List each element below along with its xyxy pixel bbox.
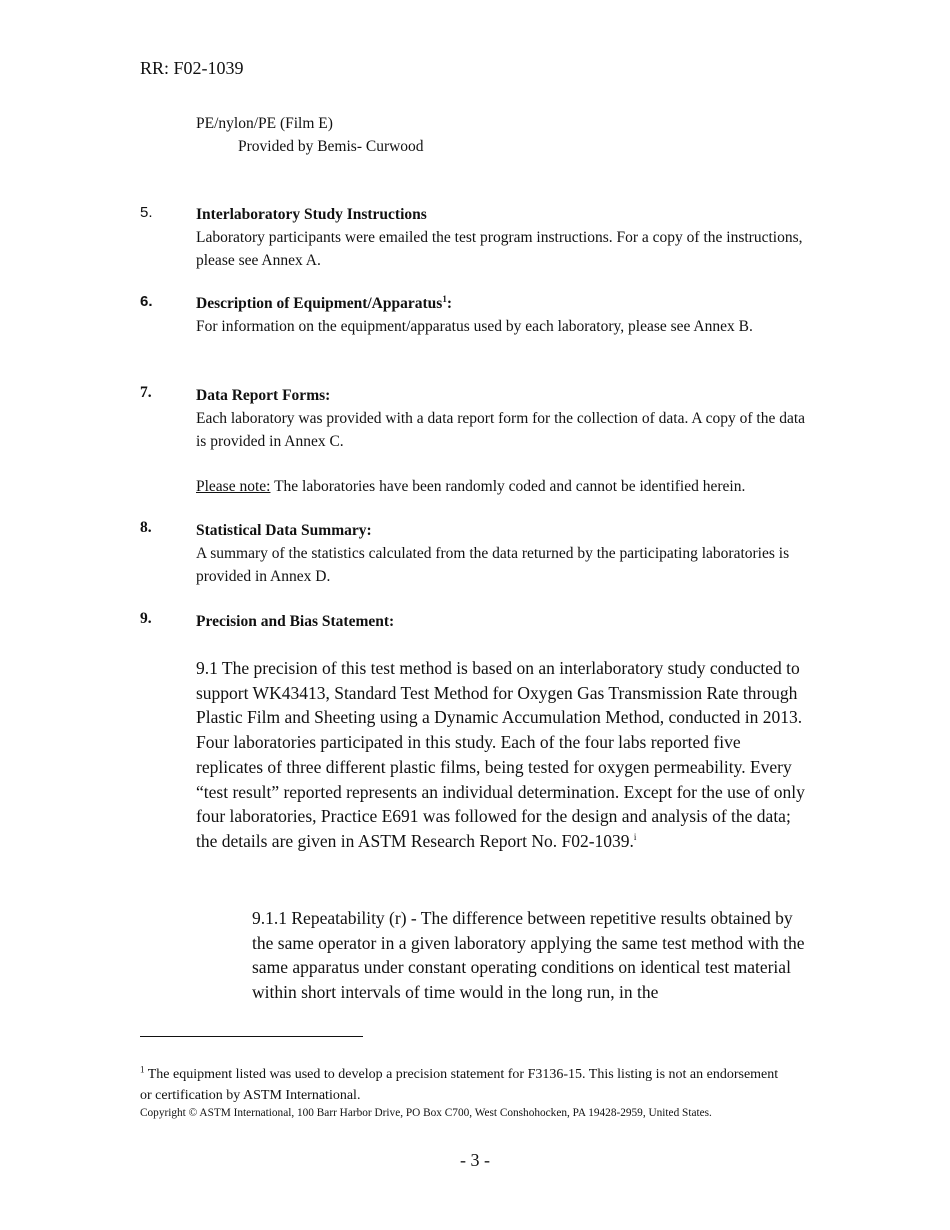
report-id-header: RR: F02-1039 [140, 58, 244, 78]
section-6 [196, 292, 816, 338]
footnote-ref-1[interactable]: 1 [442, 293, 447, 304]
endnote-ref-i[interactable]: i [633, 832, 637, 843]
section-6-body: For information on the equipment/apparatus used by each laboratory, please see Annex B. [196, 318, 753, 335]
section-5-body: Laboratory participants were emailed the test program instructions. For a copy of the instructions, please see Annex A. [196, 229, 803, 269]
section-6-number: 6. [140, 293, 153, 310]
section-7-body: Each laboratory was provided with a data report form for the collection of data. A copy of the data is provided in Annex C. [196, 410, 806, 450]
footnote-divider [140, 1036, 363, 1037]
paragraph-9-1-1: 9.1.1 Repeatability (r) - The difference between repetitive results obtained by the same operator in a given laboratory applying the same test method with the same apparatus under constant operating conditions on identical test material within short intervals of time would in the long run, in the [252, 908, 805, 1003]
film-provider: Provided by Bemis- Curwood [238, 138, 424, 155]
section-5 [196, 203, 816, 272]
paragraph-9-1-text: 9.1 The precision of this test method is based on an interlaboratory study conducted to support WK43413, Standard Test Method for Oxygen Gas Transmission Rate through Plastic Film and Sheeting using a Dynamic Accumulation Method, conducted in 2013. Four laboratories participated in this study. Each of the four labs reported five replicates of three different plastic films, being tested for oxygen permeability. Every “test result” reported represents an individual determination. Except for the use of only four laboratories, Practice E691 was followed for the design and analysis of the data; the details are given in ASTM Research Report No. F02-1039. [196, 658, 805, 851]
paragraph-9-1 [196, 656, 808, 854]
section-8 [196, 519, 816, 588]
section-7-number: 7. [140, 384, 152, 401]
section-8-title: Statistical Data Summary: [196, 522, 372, 539]
section-6-title: Description of Equipment/Apparatus [196, 295, 443, 312]
section-9-number: 9. [140, 610, 152, 627]
section-6-title-line [196, 292, 816, 315]
please-note-label: Please note: [196, 478, 271, 495]
section-7-note [196, 475, 816, 498]
section-8-body: A summary of the statistics calculated from the data returned by the participating laboratories is provided in Annex D. [196, 545, 790, 585]
section-7-title: Data Report Forms: [196, 387, 331, 404]
page-number: - 3 - [460, 1150, 490, 1170]
footnote-text: The equipment listed was used to develop a precision statement for F3136-15. This listing is not an endorsement or certification by ASTM International. [140, 1067, 779, 1103]
section-8-number: 8. [140, 519, 152, 536]
section-9-title: Precision and Bias Statement: [196, 613, 395, 630]
section-5-title: Interlaboratory Study Instructions [196, 206, 427, 223]
copyright-notice: Copyright © ASTM International, 100 Barr Harbor Drive, PO Box C700, West Conshohocken, PA 19428-2959, United States. [140, 1107, 712, 1119]
footnote-marker: 1 [140, 1064, 145, 1075]
section-7 [196, 384, 816, 498]
please-note-text: The laboratories have been randomly coded and cannot be identified herein. [270, 478, 746, 495]
footnote-1 [140, 1064, 790, 1106]
section-6-title-suffix: : [446, 295, 452, 312]
film-name: PE/nylon/PE (Film E) [196, 115, 333, 132]
section-5-number: 5. [140, 204, 153, 221]
